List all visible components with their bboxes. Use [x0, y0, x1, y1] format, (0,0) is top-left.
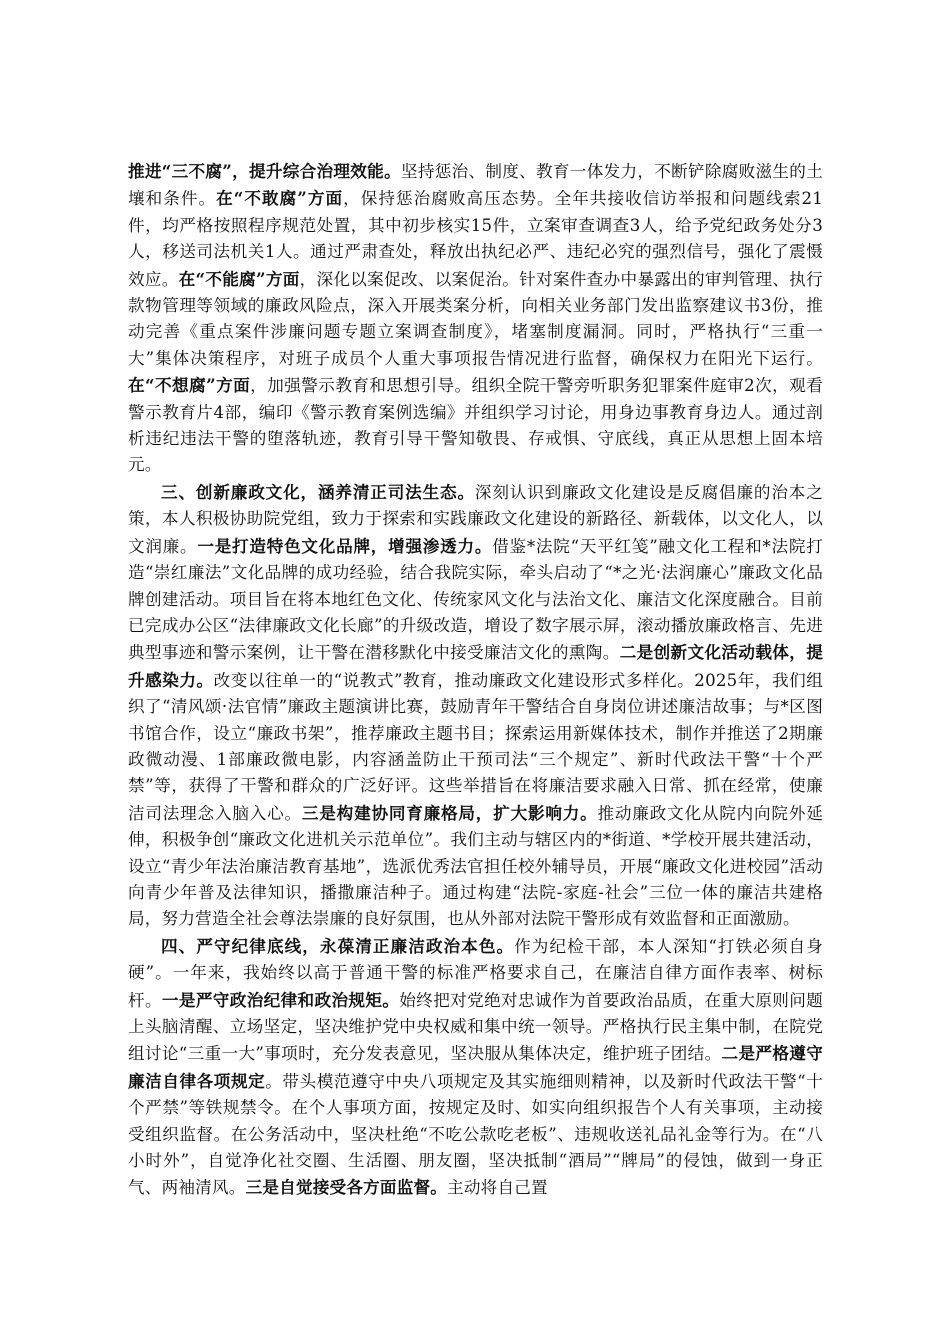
bold-run: 在“不想腐”方面 [128, 375, 251, 396]
document-page [128, 158, 823, 1202]
text-run: 作为纪检干部，本人深知“打铁必须自身硬”。一年来，我始终以高于普通干警的标准严格要求自己，在廉洁自律方面作表率、树标杆。 [128, 936, 823, 1010]
paragraph-three-no-corruption [128, 158, 823, 479]
bold-run: 二是严格遵守廉洁自律各项规定 [128, 1043, 823, 1091]
text-run: ，保持惩治腐败高压态势。全年共接收信访举报和问题线索21件，均严格按照程序规范处置，其中初步核实15件，立案审查调查3人，给予党纪政务处分3人，移送司法机关1人。通过严肃查处，释放出执纪必严、违纪必究的强烈信号，强化了震慑效应。 [128, 189, 823, 289]
text-run: ，深化以案促改、以案促治。针对案件查办中暴露出的审判管理、执行款物管理等领域的廉政风险点，深入开展类案分析，向相关业务部门发出监察建议书3份，推动完善《重点案件涉廉问题专题立案调查制度》，堵塞制度漏洞。同时，严格执行“三重一大”集体决策程序，对班子成员个人重大事项报告情况进行监督，确保权力在阳光下运行。 [128, 269, 823, 368]
bold-run: 二是创新文化活动载体，提升感染力。 [128, 642, 823, 690]
section-heading: 三、创新廉政文化，涵养清正司法生态。 [161, 481, 475, 502]
text-run: 。带头模范遵守中央八项规定及其实施细则精神，以及新时代政法干警“十个严禁”等铁规禁令。在个人事项方面，按规定及时、如实向组织报告个人有关事项，主动接受组织监督。在公务活动中，坚决杜绝“不吃公款吃老板”、违规收送礼品礼金等行为。在“八小时外”，自觉净化社交圈、生活圈、朋友圈，坚决抵制“酒局”“牌局”的侵蚀，做到一身正气、两袖清风。 [128, 1071, 823, 1198]
paragraph-section-three [128, 479, 823, 933]
bold-run: 一是打造特色文化品牌，增强渗透力。 [197, 535, 493, 556]
text-run: 改变以往单一的“说教式”教育，推动廉政文化建设形式多样化。2025年，我们组织了“清风颂·法官情”廉政主题演讲比赛，鼓励青年干警结合自身岗位讲述廉洁故事；与*区图书馆合作，设立“廉政书架”，推荐廉政主题书目；探索运用新媒体技术，制作并推送了2期廉政微动漫、1部廉政微电影，内容涵盖防止干预司法“三个规定”、新时代政法干警“十个严禁”等，获得了干警和群众的广泛好评。这些举措旨在将廉洁要求融入日常、抓在经常，使廉洁司法理念入脑入心。 [128, 670, 824, 823]
paragraph-section-four [128, 933, 823, 1202]
text-run: 主动将自己置 [447, 1178, 548, 1198]
bold-run: 三是自觉接受各方面监督。 [245, 1177, 448, 1198]
text-run: 借鉴*法院“天平红笺”融文化工程和*法院打造“崇红廉法”文化品牌的成功经验，结合我院实际，牵头启动了“*之光·法润廉心”廉政文化品牌创建活动。项目旨在将本地红色文化、传统家风文化与法治文化、廉洁文化深度融合。目前已完成办公区“法律廉政文化长廊”的升级改造，增设了数字展示屏，滚动播放廉政格言、先进典型事迹和警示案例，让干警在潜移默化中接受廉洁文化的熏陶。 [128, 536, 823, 663]
text-run: 始终把对党绝对忠诚作为首要政治品质，在重大原则问题上头脑清醒、立场坚定，坚决维护党中央权威和集中统一领导。严格执行民主集中制，在院党组讨论“三重一大”事项时，充分发表意见，坚决服从集体决定，维护班子团结。 [128, 990, 824, 1064]
text-run: ，加强警示教育和思想引导。组织全院干警旁听职务犯罪案件庭审2次，观看警示教育片4部，编印《警示教育案例选编》并组织学习讨论，用身边事教育身边人。通过剖析违纪违法干警的堕落轨迹，教育引导干警知敬畏、存戒惧、守底线，真正从思想上固本培元。 [128, 376, 823, 475]
bold-run: 三是构建协同育廉格局，扩大影响力。 [301, 802, 598, 823]
text-run: 推动廉政文化从院内向院外延伸，积极争创“廉政文化进机关示范单位”。我们主动与辖区内的*街道、*学校开展共建活动，设立“青少年法治廉洁教育基地”，选派优秀法官担任校外辅导员，开展“廉政文化进校园”活动向青少年普及法律知识，播撒廉洁种子。通过构建“法院-家庭-社会”三位一体的廉洁共建格局，努力营造全社会尊法崇廉的良好氛围，也从外部对法院干警形成有效监督和正面激励。 [128, 803, 823, 929]
text-run: 深刻认识到廉政文化建设是反腐倡廉的治本之策，本人积极协助院党组，致力于探索和实践廉政文化建设的新路径、新载体，以文化人，以文润廉。 [128, 482, 824, 556]
bold-run: 一是严守政治纪律和政治规矩。 [161, 989, 400, 1010]
text-run: 坚持惩治、制度、教育一体发力，不断铲除腐败滋生的土壤和条件。 [128, 162, 823, 209]
section-heading: 四、严守纪律底线，永葆清正廉洁政治本色。 [161, 935, 515, 956]
bold-run: 在“不能腐”方面 [178, 268, 300, 289]
bold-run: 推进“三不腐”，提升综合治理效能。 [128, 161, 401, 181]
bold-run: 在“不敢腐”方面 [216, 188, 344, 209]
